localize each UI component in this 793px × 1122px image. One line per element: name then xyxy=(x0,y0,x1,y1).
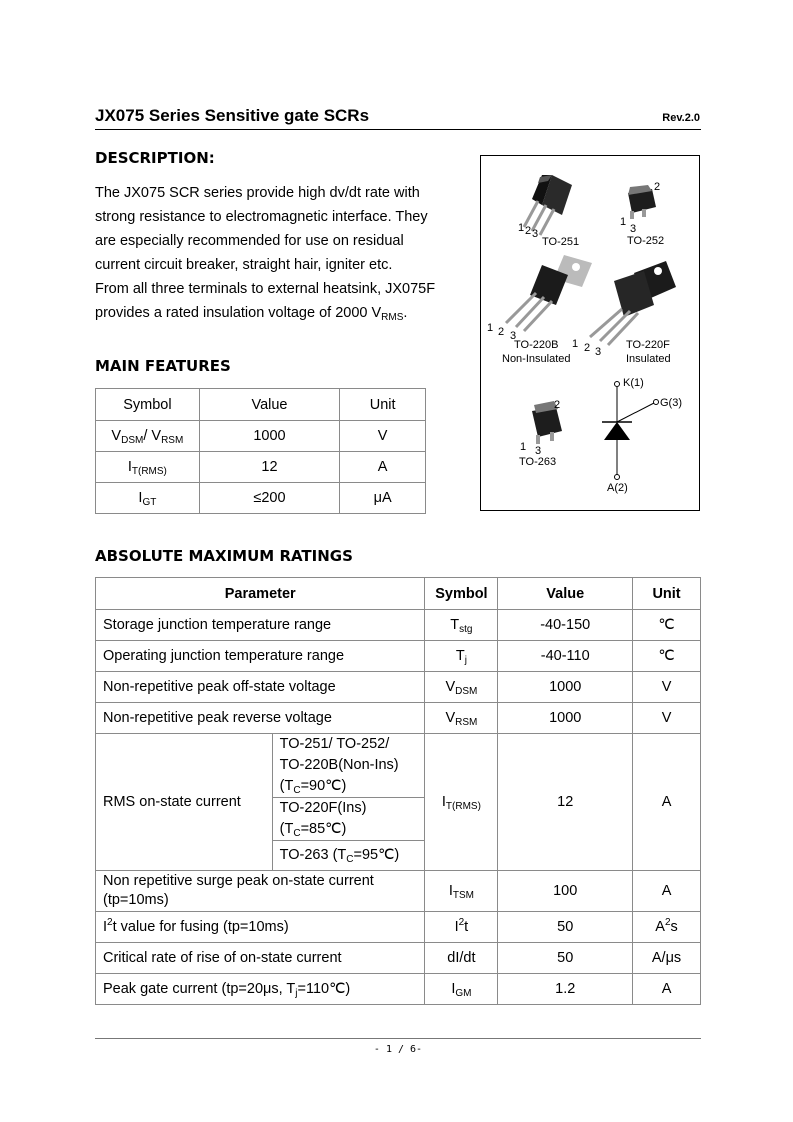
parameter-cell: RMS on-state current xyxy=(96,734,273,871)
package-label-to251: TO-251 xyxy=(542,236,580,248)
package-label-to220f: TO-220F xyxy=(626,339,670,351)
parameter-cell: Non-repetitive peak off-state voltage xyxy=(96,672,425,703)
table-row xyxy=(96,672,701,703)
pin-label: 1 xyxy=(620,216,627,228)
table-row xyxy=(96,641,701,672)
symbol-cell: $I_{T(RMS)}$ xyxy=(425,734,498,871)
unit-cell: V xyxy=(340,421,426,452)
package-label-to263: TO-263 xyxy=(519,456,557,468)
description-text xyxy=(95,181,475,325)
unit-cell: ℃ xyxy=(633,641,701,672)
description-line: provides a rated insulation voltage of 2000 $V_{RMS}$. xyxy=(95,305,408,323)
value-cell: 50 xyxy=(498,912,633,943)
symbol-cell: $I_{TSM}$ xyxy=(425,871,498,912)
to252-package-icon xyxy=(628,185,656,219)
table-row xyxy=(96,943,701,974)
table-row xyxy=(96,734,701,798)
parameter-cell: Critical rate of rise of on-state current xyxy=(96,943,425,974)
package-label-to220b: TO-220B xyxy=(514,339,559,351)
value-cell: 1000 xyxy=(199,421,340,452)
table-row xyxy=(96,483,426,514)
footer-divider xyxy=(95,1038,701,1039)
description-line: strong resistance to electromagnetic interface. They xyxy=(95,209,428,225)
pin-label: 1 xyxy=(518,222,525,234)
pin-label: 2 xyxy=(498,326,505,338)
unit-cell: V xyxy=(633,672,701,703)
terminal-label-gate: G(3) xyxy=(660,397,682,409)
value-cell: 1000 xyxy=(498,703,633,734)
unit-cell: μA xyxy=(340,483,426,514)
unit-cell: A/μs xyxy=(633,943,701,974)
value-cell: 12 xyxy=(498,734,633,871)
table-row xyxy=(96,452,426,483)
table-header-row xyxy=(96,578,701,610)
terminal-label-anode: A(2) xyxy=(607,482,628,494)
value-cell: 12 xyxy=(199,452,340,483)
pin-label: 3 xyxy=(532,228,539,240)
description-line: are especially recommended for use on residual xyxy=(95,233,404,249)
to220b-package-icon xyxy=(506,255,592,331)
column-header: Symbol xyxy=(96,389,200,421)
table-row xyxy=(96,703,701,734)
table-row xyxy=(96,974,701,1005)
pin-label: 1 xyxy=(487,322,494,334)
table-header-row xyxy=(96,389,426,421)
description-line: The JX075 SCR series provide high dv/dt rate with xyxy=(95,185,420,201)
description-line: From all three terminals to external heatsink, JX075F xyxy=(95,281,436,297)
symbol-cell: $I_{GT}$ xyxy=(96,483,200,514)
terminal-label-cathode: K(1) xyxy=(623,377,644,389)
unit-cell: ℃ xyxy=(633,610,701,641)
header-divider xyxy=(95,129,701,130)
main-features-heading: MAIN FEATURES xyxy=(95,357,231,375)
pin-label: 2 xyxy=(554,399,561,411)
unit-cell: V xyxy=(633,703,701,734)
value-cell: ≤200 xyxy=(199,483,340,514)
package-label-to252: TO-252 xyxy=(627,235,665,247)
value-cell: -40-150 xyxy=(498,610,633,641)
condition-cell: TO-263 $(T_C=95℃)$ xyxy=(272,841,425,871)
package-label-non-insulated: Non-Insulated xyxy=(502,353,571,365)
absolute-maximum-ratings-table xyxy=(95,577,701,1005)
pin-label: 2 xyxy=(654,181,661,193)
symbol-cell: $T_{stg}$ xyxy=(425,610,498,641)
parameter-cell: Non-repetitive peak reverse voltage xyxy=(96,703,425,734)
table-row xyxy=(96,610,701,641)
document-title: JX075 Series Sensitive gate SCRs xyxy=(95,106,370,125)
unit-cell: A xyxy=(633,734,701,871)
symbol-cell: $V_{DSM}$ xyxy=(425,672,498,703)
value-cell: 1.2 xyxy=(498,974,633,1005)
scr-schematic-symbol xyxy=(602,382,659,480)
column-header: Value xyxy=(498,578,633,610)
symbol-cell: dI/dt xyxy=(425,943,498,974)
absolute-maximum-ratings-heading: ABSOLUTE MAXIMUM RATINGS xyxy=(95,547,353,565)
value-cell: 100 xyxy=(498,871,633,912)
symbol-cell: $V_{DSM}/$ $V_{RSM}$ xyxy=(96,421,200,452)
package-label-insulated: Insulated xyxy=(626,353,671,365)
pin-label: 2 xyxy=(584,342,591,354)
description-heading: DESCRIPTION: xyxy=(95,149,215,167)
description-line: current circuit breaker, straight hair, igniter etc. xyxy=(95,257,393,273)
to251-package-icon xyxy=(524,175,572,235)
symbol-cell: $V_{RSM}$ xyxy=(425,703,498,734)
table-row xyxy=(96,421,426,452)
parameter-cell: Storage junction temperature range xyxy=(96,610,425,641)
to220f-package-icon xyxy=(590,261,676,345)
parameter-cell: Non repetitive surge peak on-state current (tp=10ms) xyxy=(96,871,425,912)
column-header: Unit xyxy=(633,578,701,610)
parameter-cell: Peak gate current (tp=20μs, $T_j=110℃$) xyxy=(96,974,425,1005)
unit-cell: A xyxy=(633,974,701,1005)
value-cell: 1000 xyxy=(498,672,633,703)
column-header: Unit xyxy=(340,389,426,421)
table-row xyxy=(96,912,701,943)
pin-label: 2 xyxy=(525,225,532,237)
pin-label: 3 xyxy=(595,346,602,358)
pin-label: 1 xyxy=(572,338,579,350)
parameter-cell: Operating junction temperature range xyxy=(96,641,425,672)
parameter-cell: $I^2t$ value for fusing (tp=10ms) xyxy=(96,912,425,943)
unit-cell: A xyxy=(340,452,426,483)
condition-cell: TO-220F(Ins) $(T_C=85℃)$ xyxy=(272,798,425,841)
pin-label: 3 xyxy=(630,223,637,235)
page-number: - 1 / 6- xyxy=(373,1044,423,1055)
unit-cell: $A^2s$ xyxy=(633,912,701,943)
symbol-cell: $I_{GM}$ xyxy=(425,974,498,1005)
column-header: Value xyxy=(199,389,340,421)
symbol-cell: $T_j$ xyxy=(425,641,498,672)
column-header: Parameter xyxy=(96,578,425,610)
unit-cell: A xyxy=(633,871,701,912)
pin-label: 1 xyxy=(520,441,527,453)
table-row xyxy=(96,871,701,912)
column-header: Symbol xyxy=(425,578,498,610)
value-cell: 50 xyxy=(498,943,633,974)
main-features-table xyxy=(95,388,426,514)
condition-cell: TO-251/ TO-252/ TO-220B(Non-Ins) $(T_C=90℃)$ xyxy=(272,734,425,798)
value-cell: -40-110 xyxy=(498,641,633,672)
revision-label: Rev.2.0 xyxy=(662,112,700,124)
package-illustrations xyxy=(480,155,700,511)
symbol-cell: $I_{T(RMS)}$ xyxy=(96,452,200,483)
symbol-cell: $I^2t$ xyxy=(425,912,498,943)
pin-label: 3 xyxy=(535,445,542,457)
pin-label: 3 xyxy=(510,330,517,342)
